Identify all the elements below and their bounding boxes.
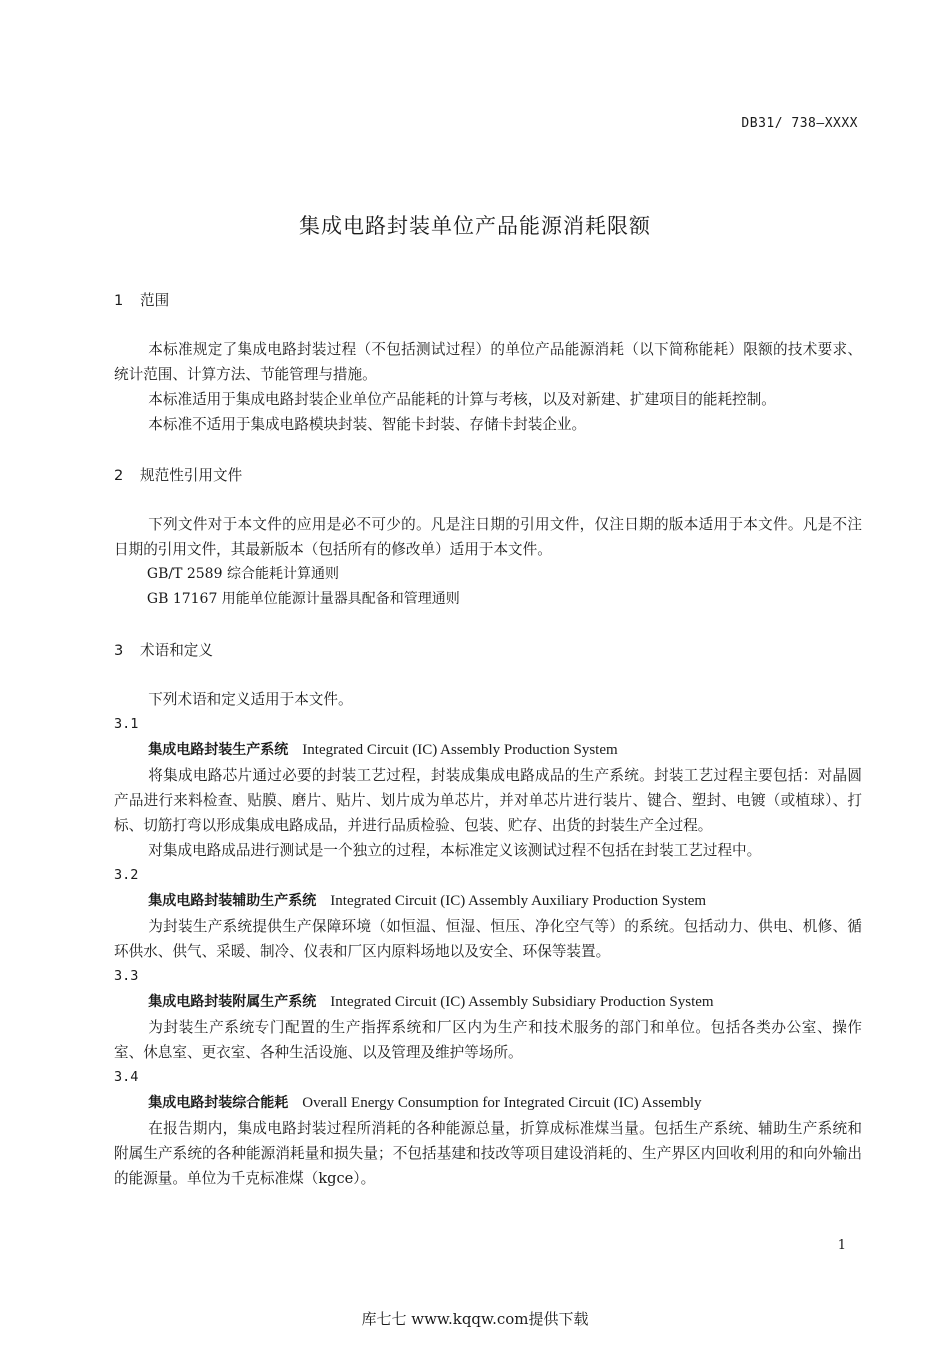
term-number: 3.1 [114, 716, 139, 732]
page-number: 1 [837, 1238, 846, 1253]
section-title: 术语和定义 [140, 642, 213, 659]
term-english: Integrated Circuit (IC) Assembly Auxiliary Production System [330, 893, 707, 909]
paragraph: 为封装生产系统专门配置的生产指挥系统和厂区内为生产和技术服务的部门和单位。包括各类办公室、操作室、休息室、更衣室、各种生活设施、以及管理及维护等场所。 [114, 1019, 862, 1061]
term-heading [114, 737, 862, 763]
term-english: Overall Energy Consumption for Integrated Circuit (IC) Assembly [302, 1095, 702, 1111]
section-heading-terms-definitions [114, 638, 862, 663]
paragraph: 下列文件对于本文件的应用是必不可少的。凡是注日期的引用文件，仅注日期的版本适用于本文件。凡是不注日期的引用文件，其最新版本（包括所有的修改单）适用于本文件。 [114, 516, 862, 558]
term-number: 3.3 [114, 968, 139, 984]
term-english: Integrated Circuit (IC) Assembly Production System [302, 742, 618, 758]
paragraph: 本标准适用于集成电路封装企业单位产品能耗的计算与考核，以及对新建、扩建项目的能耗控制。 [148, 391, 776, 408]
download-footer: 库七七 www.kqqw.com提供下载 [361, 1310, 589, 1328]
paragraph: 下列术语和定义适用于本文件。 [148, 691, 353, 708]
term-number: 3.4 [114, 1069, 139, 1085]
reference-item: GB/T 2589 综合能耗计算通则 [146, 566, 339, 582]
term-heading [114, 1090, 862, 1116]
paragraph: 本标准不适用于集成电路模块封装、智能卡封装、存储卡封装企业。 [148, 416, 587, 433]
section-number: 3 [114, 642, 124, 659]
section-number: 1 [114, 292, 124, 309]
document-title: 集成电路封装单位产品能源消耗限额 [299, 214, 651, 238]
term-chinese: 集成电路封装综合能耗 [148, 1095, 289, 1111]
term-chinese: 集成电路封装附属生产系统 [148, 994, 317, 1010]
section-title: 规范性引用文件 [140, 467, 243, 484]
paragraph: 将集成电路芯片通过必要的封装工艺过程，封装成集成电路成品的生产系统。封装工艺过程主要包括：对晶圆产品进行来料检查、贴膜、磨片、贴片、划片成为单芯片，并对单芯片进行装片、键合、塑封、电镀（或植球）、打标、切筋打弯以形成集成电路成品，并进行品质检验、包装、贮存、出货的封装生产全过程。 [114, 767, 862, 834]
paragraph: 在报告期内，集成电路封装过程所消耗的各种能源总量，折算成标准煤当量。包括生产系统、辅助生产系统和附属生产系统的各种能源消耗量和损失量；不包括基建和技改等项目建设消耗的、生产界区内回收利用的和向外输出的能源量。单位为千克标准煤（kgce）。 [114, 1120, 862, 1187]
paragraph: 本标准规定了集成电路封装过程（不包括测试过程）的单位产品能源消耗（以下简称能耗）限额的技术要求、统计范围、计算方法、节能管理与措施。 [114, 341, 862, 383]
section-heading-normative-references [114, 463, 862, 488]
reference-item: GB 17167 用能单位能源计量器具配备和管理通则 [146, 591, 460, 607]
standard-code: DB31/ 738—XXXX [741, 116, 858, 131]
term-chinese: 集成电路封装生产系统 [148, 742, 289, 758]
term-number: 3.2 [114, 867, 139, 883]
paragraph: 为封装生产系统提供生产保障环境（如恒温、恒湿、恒压、净化空气等）的系统。包括动力、供电、机修、循环供水、供气、采暖、制冷、仪表和厂区内原料场地以及安全、环保等装置。 [114, 918, 862, 960]
document-body [114, 288, 862, 1191]
section-title: 范围 [140, 292, 170, 309]
term-english: Integrated Circuit (IC) Assembly Subsidiary Production System [330, 994, 714, 1010]
term-chinese: 集成电路封装辅助生产系统 [148, 893, 317, 909]
section-number: 2 [114, 467, 124, 484]
term-heading [114, 888, 862, 914]
term-heading [114, 989, 862, 1015]
paragraph: 对集成电路成品进行测试是一个独立的过程，本标准定义该测试过程不包括在封装工艺过程中。 [148, 842, 762, 859]
section-heading-scope [114, 288, 862, 313]
